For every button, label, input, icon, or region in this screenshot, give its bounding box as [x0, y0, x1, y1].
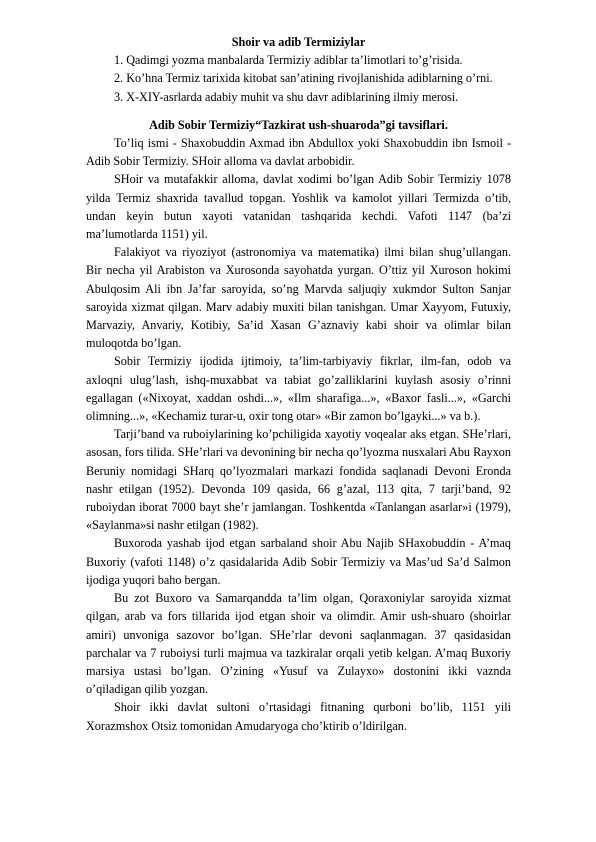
paragraph: Tarji’band va ruboiylarining ko’pchiligida xayotiy voqealar aks etgan. SHe’rlari, asosan, fors tilida. SHe’rlari va devonining bir necha qo’lyozma nusxalari Abu Rayxon Beruniy nomidagi SHarq qo’lyozmalari markazi fondida saqlanadi Devoni Eronda nashr etilgan (1952). Devonda 109 qasida, 66 g’azal, 113 qita, 7 tarji’band, 92 ruboiydan iborat 7000 bayt she’r jamlangan. Toshkentda «Tanlangan asarlar»i (1979), «Saylanma»si nashr etilgan (1982).	[86, 427, 511, 533]
section-subtitle: Adib Sobir Termiziy“Tazkirat ush-shuaroda”gi tavsiflari.	[149, 117, 448, 132]
plan-item: 2. Ko’hna Termiz tarixida kitobat san’atining rivojlanishida adiblarning o’rni.	[114, 71, 493, 86]
document-page	[86, 33, 511, 735]
plan-item: 3. X-XIY-asrlarda adabiy muhit va shu davr adiblarining ilmiy merosi.	[114, 89, 459, 104]
paragraph: Shoir ikki davlat sultoni o’rtasidagi fitnaning qurboni bo’lib, 1151 yili Xorazmshox Otsiz tomonidan Amudaryoga cho’ktirib o’ldirilgan.	[86, 700, 511, 733]
paragraph: Falakiyot va riyoziyot (astronomiya va matematika) ilmi bilan shug’ullangan. Bir necha yil Arabiston va Xurosonda sayohatda yurgan. O’ttiz yil Xuroson hokimi Abulqosim Ali ibn Ja’far saroyida, so’ng Marvda saljuqiy xukmdor Sulton Sanjar saroyida xizmat qilgan. Marv adabiy muxiti bilan tanishgan. Umar Xayyom, Futuxiy, Marvaziy, Anvariy, Kotibiy, Sa’id Xasan G’aznaviy kabi shoir va olimlar bilan muloqotda bo’lgan.	[86, 245, 511, 351]
paragraph: Sobir Termiziy ijodida ijtimoiy, ta’lim-tarbiyaviy fikrlar, ilm-fan, odob va axloqni ulug’lash, ishq-muxabbat va tabiat go’zalliklarini kuylash asosiy o’rinni egallagan («Nixoyat, xaddan oshdi...», «Ilm sharafiga...», «Baxor fasli...», «Garchi olimning...», «Kechamiz turar-u, oxir tong otar» «Bir zamon bo’lgayki...» va b.).	[86, 354, 511, 424]
paragraph: Bu zot Buxoro va Samarqandda ta’lim olgan, Qoraxoniylar saroyida xizmat qilgan, arab va fors tillarida ijod etgan shoir va olimdir. Amir ush-shuaro (shoirlar amiri) unvoniga sazovor bo’lgan. SHe’rlar devoni saqlanmagan. 37 qasidasidan parchalar va 7 ruboiysi turli majmua va tazkiralar orqali yetib kelgan. A’maq Buxoriy marsiya ustasi bo’lgan. O’zining «Yusuf va Zulayxo» dostonini ikki vaznda o’qiladigan qilib yozgan.	[86, 591, 511, 697]
section-spacer	[86, 106, 511, 116]
paragraph: To’liq ismi - Shaxobuddin Axmad ibn Abdullox yoki Shaxobuddin ibn Ismoil - Adib Sobir Termiziy. SHoir alloma va davlat arbobidir.	[86, 136, 511, 169]
plan-list	[86, 51, 511, 106]
plan-item: 1. Qadimgi yozma manbalarda Termiziy adiblar ta’limotlari to’g’risida.	[114, 53, 463, 68]
body-text	[86, 134, 511, 735]
document-title: Shoir va adib Termiziylar	[231, 35, 366, 49]
paragraph: SHoir va mutafakkir alloma, davlat xodimi bo’lgan Adib Sobir Termiziy 1078 yilda Termiz shaxrida tavallud topgan. Yoshlik va kamolot yillari Termizda o’tib, undan keyin butun xayoti vatanidan tashqarida kechdi. Vafoti 1147 (ba’zi ma’lumotlarda 1151) yil.	[86, 172, 511, 242]
paragraph: Buxoroda yashab ijod etgan sarbaland shoir Abu Najib SHaxobuddin - A’maq Buxoriy (vafoti 1148) o’z qasidalarida Adib Sobir Termiziy va Mas’ud Sa’d Salmon ijodiga yuqori baho bergan.	[86, 536, 511, 587]
